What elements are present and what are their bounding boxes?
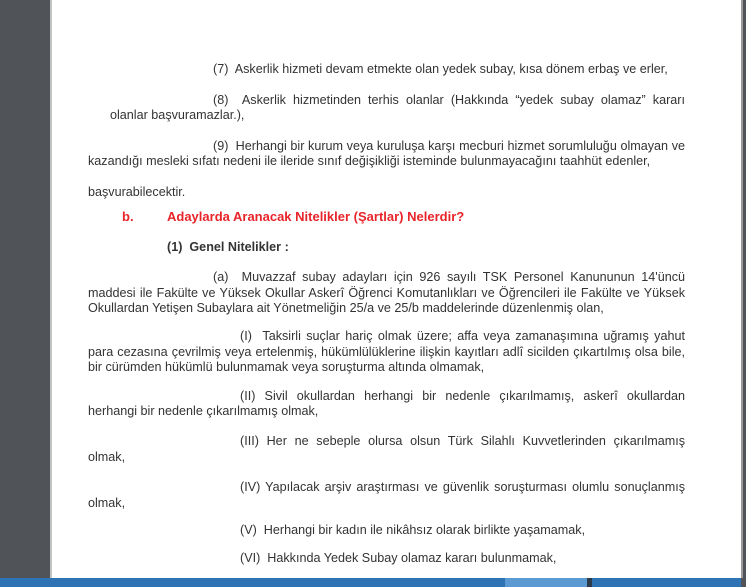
page-left-edge [50,0,52,587]
paragraph-a: (a) Muvazzaf subay adayları için 926 sayılı TSK Personel Kanununun 14'üncü maddesi ile Fakülte ve Yüksek Okullar Askerî Öğrenci Komutanlıkları ve Öğrencileri ile Fakülte ve Yüksek Okullardan Yetişen Subaylara ait Yönetmeliğin 25/a ve 25/b maddelerinde düzenlenmiş olan, [88,270,685,315]
heading-title: Adaylarda Aranacak Nitelikler (Şartlar) Nelerdir? [167,208,465,224]
paragraph-basvurabilecektir: başvurabilecektir. [88,184,186,199]
paragraph-8: (8) Askerlik hizmetinden terhis olanlar (Hakkında “yedek subay olamaz” kararı olanlar başvuramazlar.), [110,92,685,123]
paragraph-ii: (II) Sivil okullardan herhangi bir nedenle çıkarılmamış, askerî okullardan herhangi bir nedenle çıkarılmamış olmak, [88,389,685,419]
paragraph-iv: (IV) Yapılacak arşiv araştırması ve güvenlik soruşturması olumlu sonuçlanmış olmak, [88,480,685,510]
section-heading-b [122,209,685,224]
paragraph-vi: (VI) Hakkında Yedek Subay olamaz kararı bulunmamak, [240,550,557,565]
horizontal-scrollbar-thumb[interactable] [505,578,587,587]
paragraph-i: (I) Taksirli suçlar hariç olmak üzere; affa veya zamanaşımına uğramış yahut para cezasına çevrilmiş veya ertelenmiş, hükümlülüklerine ilişkin kayıtları adlî sicilden çıkartılmış olsa bile, bir cürümden hükümlü bulunmamak veya soruşturma altında olmamak, [88,329,685,374]
document-page [88,62,685,582]
paragraph-7: (7) Askerlik hizmeti devam etmekte olan yedek subay, kısa dönem erbaş ve erler, [213,62,668,76]
scrollbar-notch [587,578,592,587]
scrollbar-corner [741,578,746,587]
horizontal-scrollbar-track[interactable] [0,578,746,587]
paragraph-v: (V) Herhangi bir kadın ile nikâhsız olarak birlikte yaşamamak, [240,522,586,537]
heading-marker: b. [122,208,134,224]
paragraph-iii: (III) Her ne sebeple olursa olsun Türk Silahlı Kuvvetlerinden çıkarılmamış olmak, [88,434,685,464]
subheading-genel-nitelikler: (1) Genel Nitelikler : [167,239,289,254]
viewer-left-gutter [0,0,50,587]
paragraph-9: (9) Herhangi bir kurum veya kuruluşa karşı mecburi hizmet sorumluluğu olmayan ve kazandığı mesleki sıfatı nedeni ile ileride sınıf değişikliği isteminde bulunmayacağını taahhüt edenler, [88,138,685,169]
